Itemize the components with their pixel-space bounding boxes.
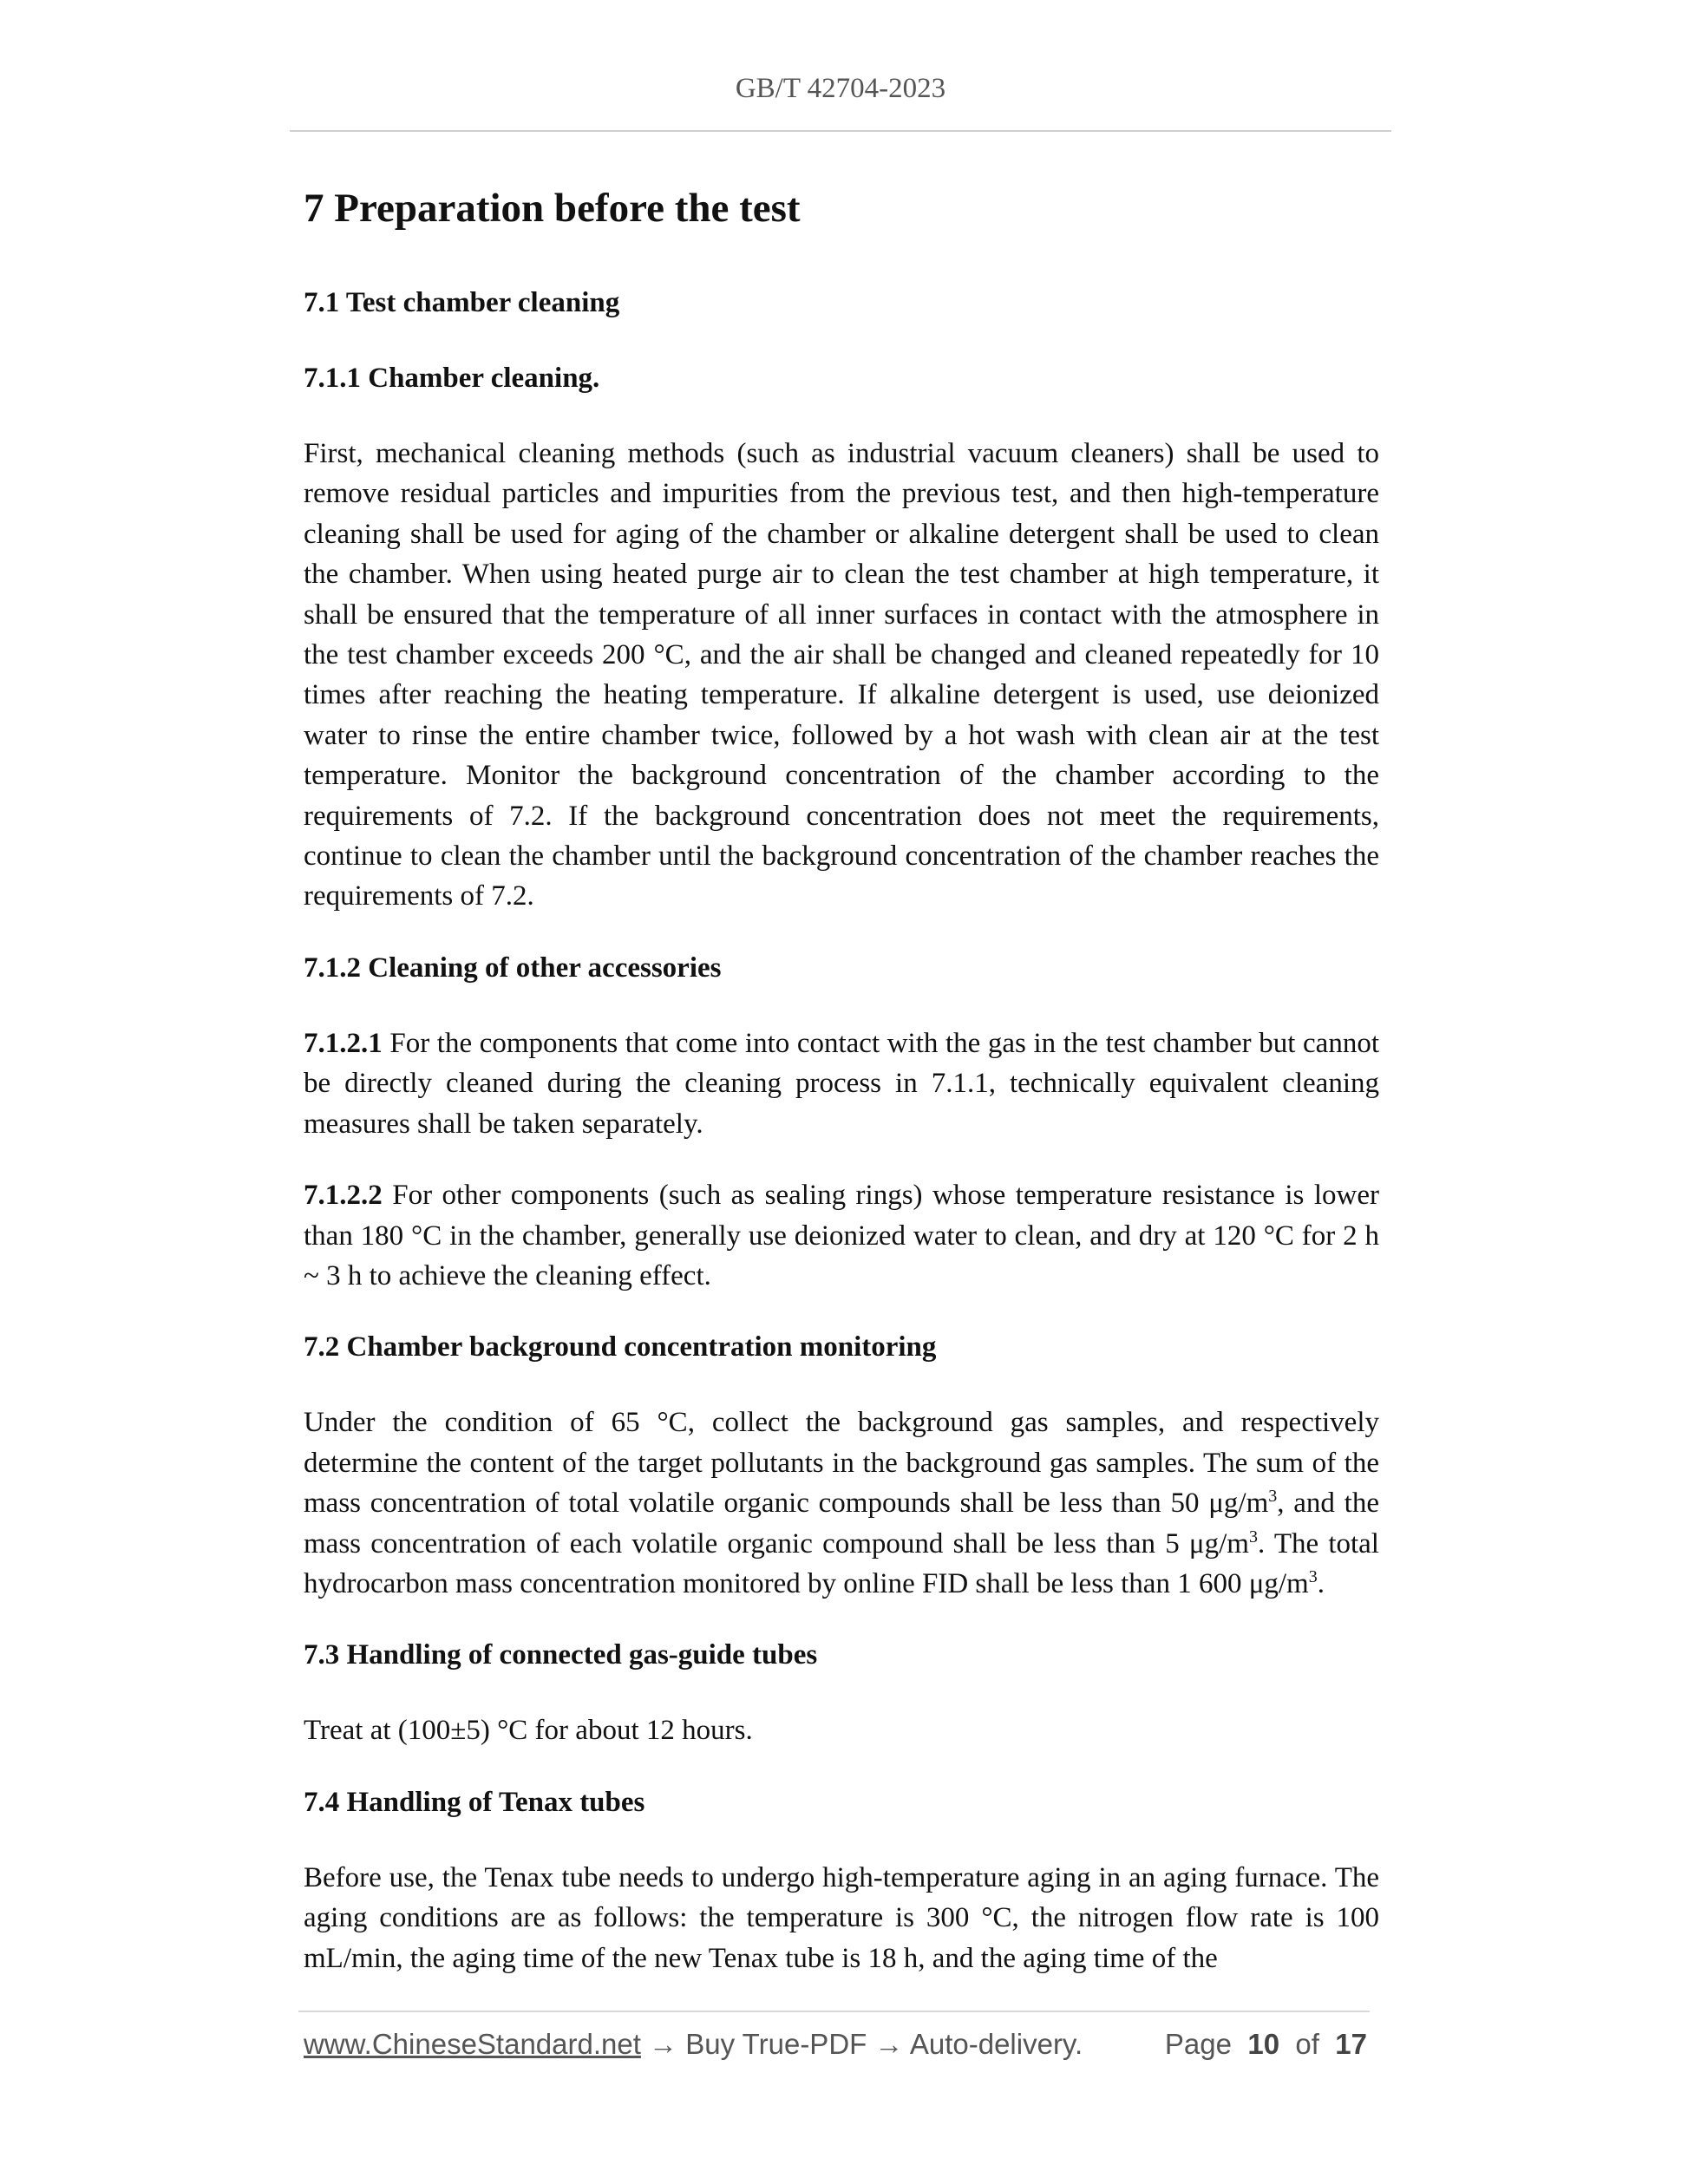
clause-7-1-2-1 [304, 1023, 1379, 1144]
subsection-7-1-2-title: 7.1.2 Cleaning of other accessories [304, 951, 722, 984]
subsection-7-3-title: 7.3 Handling of connected gas-guide tubes [304, 1639, 818, 1671]
text-run: . [1317, 1567, 1325, 1599]
arrow-right-icon: → [867, 2028, 910, 2060]
page-footer [304, 2028, 1367, 2063]
subsection-7-2-body [304, 1403, 1379, 1604]
section-title: 7 Preparation before the test [304, 186, 801, 231]
of-label: of [1295, 2028, 1319, 2060]
footer-divider [298, 2011, 1370, 2012]
page-body [304, 175, 1379, 2010]
subsection-7-1-title: 7.1 Test chamber cleaning [304, 287, 620, 318]
buy-pdf-text: Buy True-PDF [685, 2028, 867, 2060]
subsection-7-4-body: Before use, the Tenax tube needs to undergo high-temperature aging in an aging furnace. The aging conditions are as follows: the temperature is 300 °C, the nitrogen flow rate is 100 mL/min, the aging time of the new Tenax tube is 18 h, and the aging time of the [304, 1861, 1379, 1974]
header-divider [290, 130, 1391, 132]
website-link[interactable]: www.ChineseStandard.net [304, 2028, 641, 2060]
subsection-7-2-title: 7.2 Chamber background concentration monitoring [304, 1331, 937, 1363]
subsection-7-4-title: 7.4 Handling of Tenax tubes [304, 1786, 645, 1818]
clause-text: For the components that come into contact with the gas in the test chamber but cannot be directly cleaned during the cleaning process in 7.1.1, technically equivalent cleaning measures shall be taken separately. [304, 1027, 1379, 1140]
subsection-7-1-1-body: First, mechanical cleaning methods (such as industrial vacuum cleaners) shall be used to remove residual particles and impurities from the previous test, and then high-temperature cleaning shall be used for aging of the chamber or alkaline detergent shall be used to clean the chamber. When using heated purge air to clean the test chamber at high temperature, it shall be ensured that the temperature of all inner surfaces in contact with the atmosphere in the test chamber exceeds 200 °C, and the air shall be changed and cleaned repeatedly for 10 times after reaching the heating temperature. If alkaline detergent is used, use deionized water to rinse the entire chamber twice, followed by a hot wash with clean air at the test temperature. Monitor the background concentration of the chamber according to the requirements of 7.2. If the background concentration does not meet the requirements, continue to clean the chamber until the background concentration of the chamber reaches the requirements of 7.2. [304, 438, 1379, 912]
superscript: 3 [1308, 1566, 1318, 1586]
page-number: 10 [1247, 2028, 1280, 2060]
clause-7-1-2-2 [304, 1175, 1379, 1296]
superscript: 3 [1248, 1527, 1258, 1546]
subsection-7-3-body: Treat at (100±5) °C for about 12 hours. [304, 1715, 753, 1747]
subsection-7-1-1-title: 7.1.1 Chamber cleaning. [304, 363, 600, 394]
text-run: . The total hydrocarbon mass concentration monitored by online FID shall be less than 1 600 μg/m [304, 1527, 1379, 1599]
arrow-right-icon: → [640, 2028, 686, 2060]
clause-text: For other components (such as sealing rings) whose temperature resistance is lower than 180 °C in the chamber, generally use deionized water to clean, and dry at 120 °C for 2 h ~ 3 h to achieve the cleaning effect. [304, 1180, 1379, 1291]
clause-number: 7.1.2.1 [304, 1027, 383, 1059]
page-indicator [1165, 2028, 1367, 2061]
text-run: Under the condition of 65 °C, collect the background gas samples, and respectively determine the content of the target pollutants in the background gas samples. The sum of the mass concentration of total volatile organic compounds shall be less than 50 μg/m [304, 1407, 1379, 1520]
auto-delivery-text: Auto-delivery. [909, 2028, 1083, 2060]
page-label: Page [1164, 2028, 1232, 2060]
text-run: , and the mass concentration of each volatile organic compound shall be less than 5 μg/m [304, 1488, 1379, 1560]
document-id-header: GB/T 42704-2023 [735, 73, 946, 104]
clause-number: 7.1.2.2 [304, 1180, 383, 1212]
total-pages: 17 [1335, 2028, 1367, 2060]
superscript: 3 [1268, 1487, 1278, 1507]
